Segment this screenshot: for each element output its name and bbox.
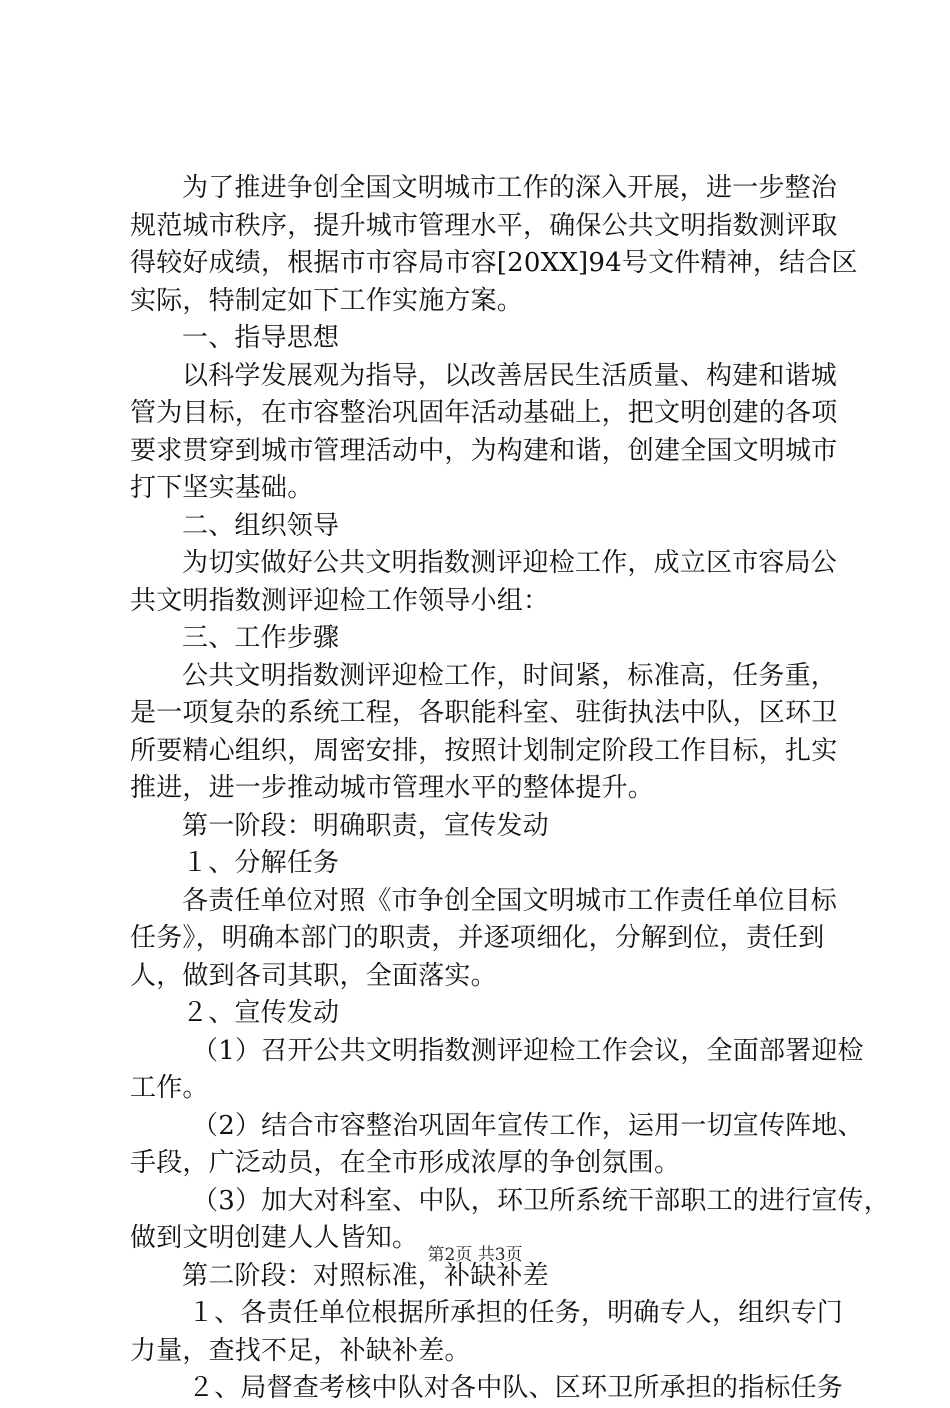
paragraph-line: 公共文明指数测评迎检工作，时间紧，标准高，任务重， [182,660,838,691]
paragraph-line: 手段，广泛动员，在全市形成浓厚的争创氛围。 [130,1148,681,1178]
paragraph-line: 推进，进一步推动城市管理水平的整体提升。 [130,773,655,803]
paragraph-line: 得较好成绩，根据市市容局市容[20XX]94号文件精神，结合区 [130,248,858,278]
section-heading: 一、指导思想 [182,323,340,353]
paragraph-line: 为切实做好公共文明指数测评迎检工作，成立区市容局公 [182,548,838,578]
paragraph-line: 要求贯穿到城市管理活动中，为构建和谐，创建全国文明城市 [130,435,838,466]
paragraph-line: 任务》，明确本部门的职责，并逐项细化，分解到位，责任到 [130,923,825,953]
paragraph-line: 做到文明创建人人皆知。 [130,1223,419,1253]
paragraph-line: 规范城市秩序，提升城市管理水平，确保公共文明指数测评取 [130,210,838,241]
paragraph-line: （1）召开公共文明指数测评迎检工作会议，全面部署迎检 [192,1035,864,1066]
paragraph-line: 工作。 [130,1073,209,1103]
paragraph-line: 所要精心组织，周密安排，按照计划制定阶段工作目标，扎实 [130,735,838,766]
paragraph-line: １、各责任单位根据所承担的任务，明确专人，组织专门 [188,1298,844,1328]
paragraph-line: 是一项复杂的系统工程，各职能科室、驻街执法中队，区环卫 [130,698,838,728]
paragraph-line: （2）结合市容整治巩固年宣传工作，运用一切宣传阵地、 [192,1110,864,1141]
paragraph-line: 人，做到各司其职，全面落实。 [130,960,497,991]
item-heading: １、分解任务 [182,848,340,878]
document-body [130,170,890,1408]
item-heading: ２、宣传发动 [182,998,340,1028]
stage-heading: 第一阶段：明确职责，宣传发动 [182,810,549,841]
paragraph-line: （3）加大对科室、中队，环卫所系统干部职工的进行宣传， [192,1185,890,1216]
paragraph-line: 共文明指数测评迎检工作领导小组： [130,585,550,616]
paragraph-line: 各责任单位对照《市争创全国文明城市工作责任单位目标 [182,885,838,916]
paragraph-line: ２、局督查考核中队对各中队、区环卫所承担的指标任务 [188,1373,844,1403]
page-number-footer: 第2页 共3页 [427,1245,523,1265]
paragraph-line: 实际，特制定如下工作实施方案。 [130,285,524,316]
paragraph-line: 打下坚实基础。 [130,473,314,503]
section-heading: 三、工作步骤 [182,623,340,653]
paragraph-line: 为了推进争创全国文明城市工作的深入开展，进一步整治 [182,173,838,203]
paragraph-line: 力量，查找不足，补缺补差。 [130,1335,471,1366]
paragraph-line: 管为目标，在市容整治巩固年活动基础上，把文明创建的各项 [130,398,838,428]
section-heading: 二、组织领导 [182,510,340,541]
paragraph-line: 以科学发展观为指导，以改善居民生活质量、构建和谐城 [182,360,838,391]
stage-heading: 第二阶段：对照标准，补缺补差 [182,1260,549,1291]
